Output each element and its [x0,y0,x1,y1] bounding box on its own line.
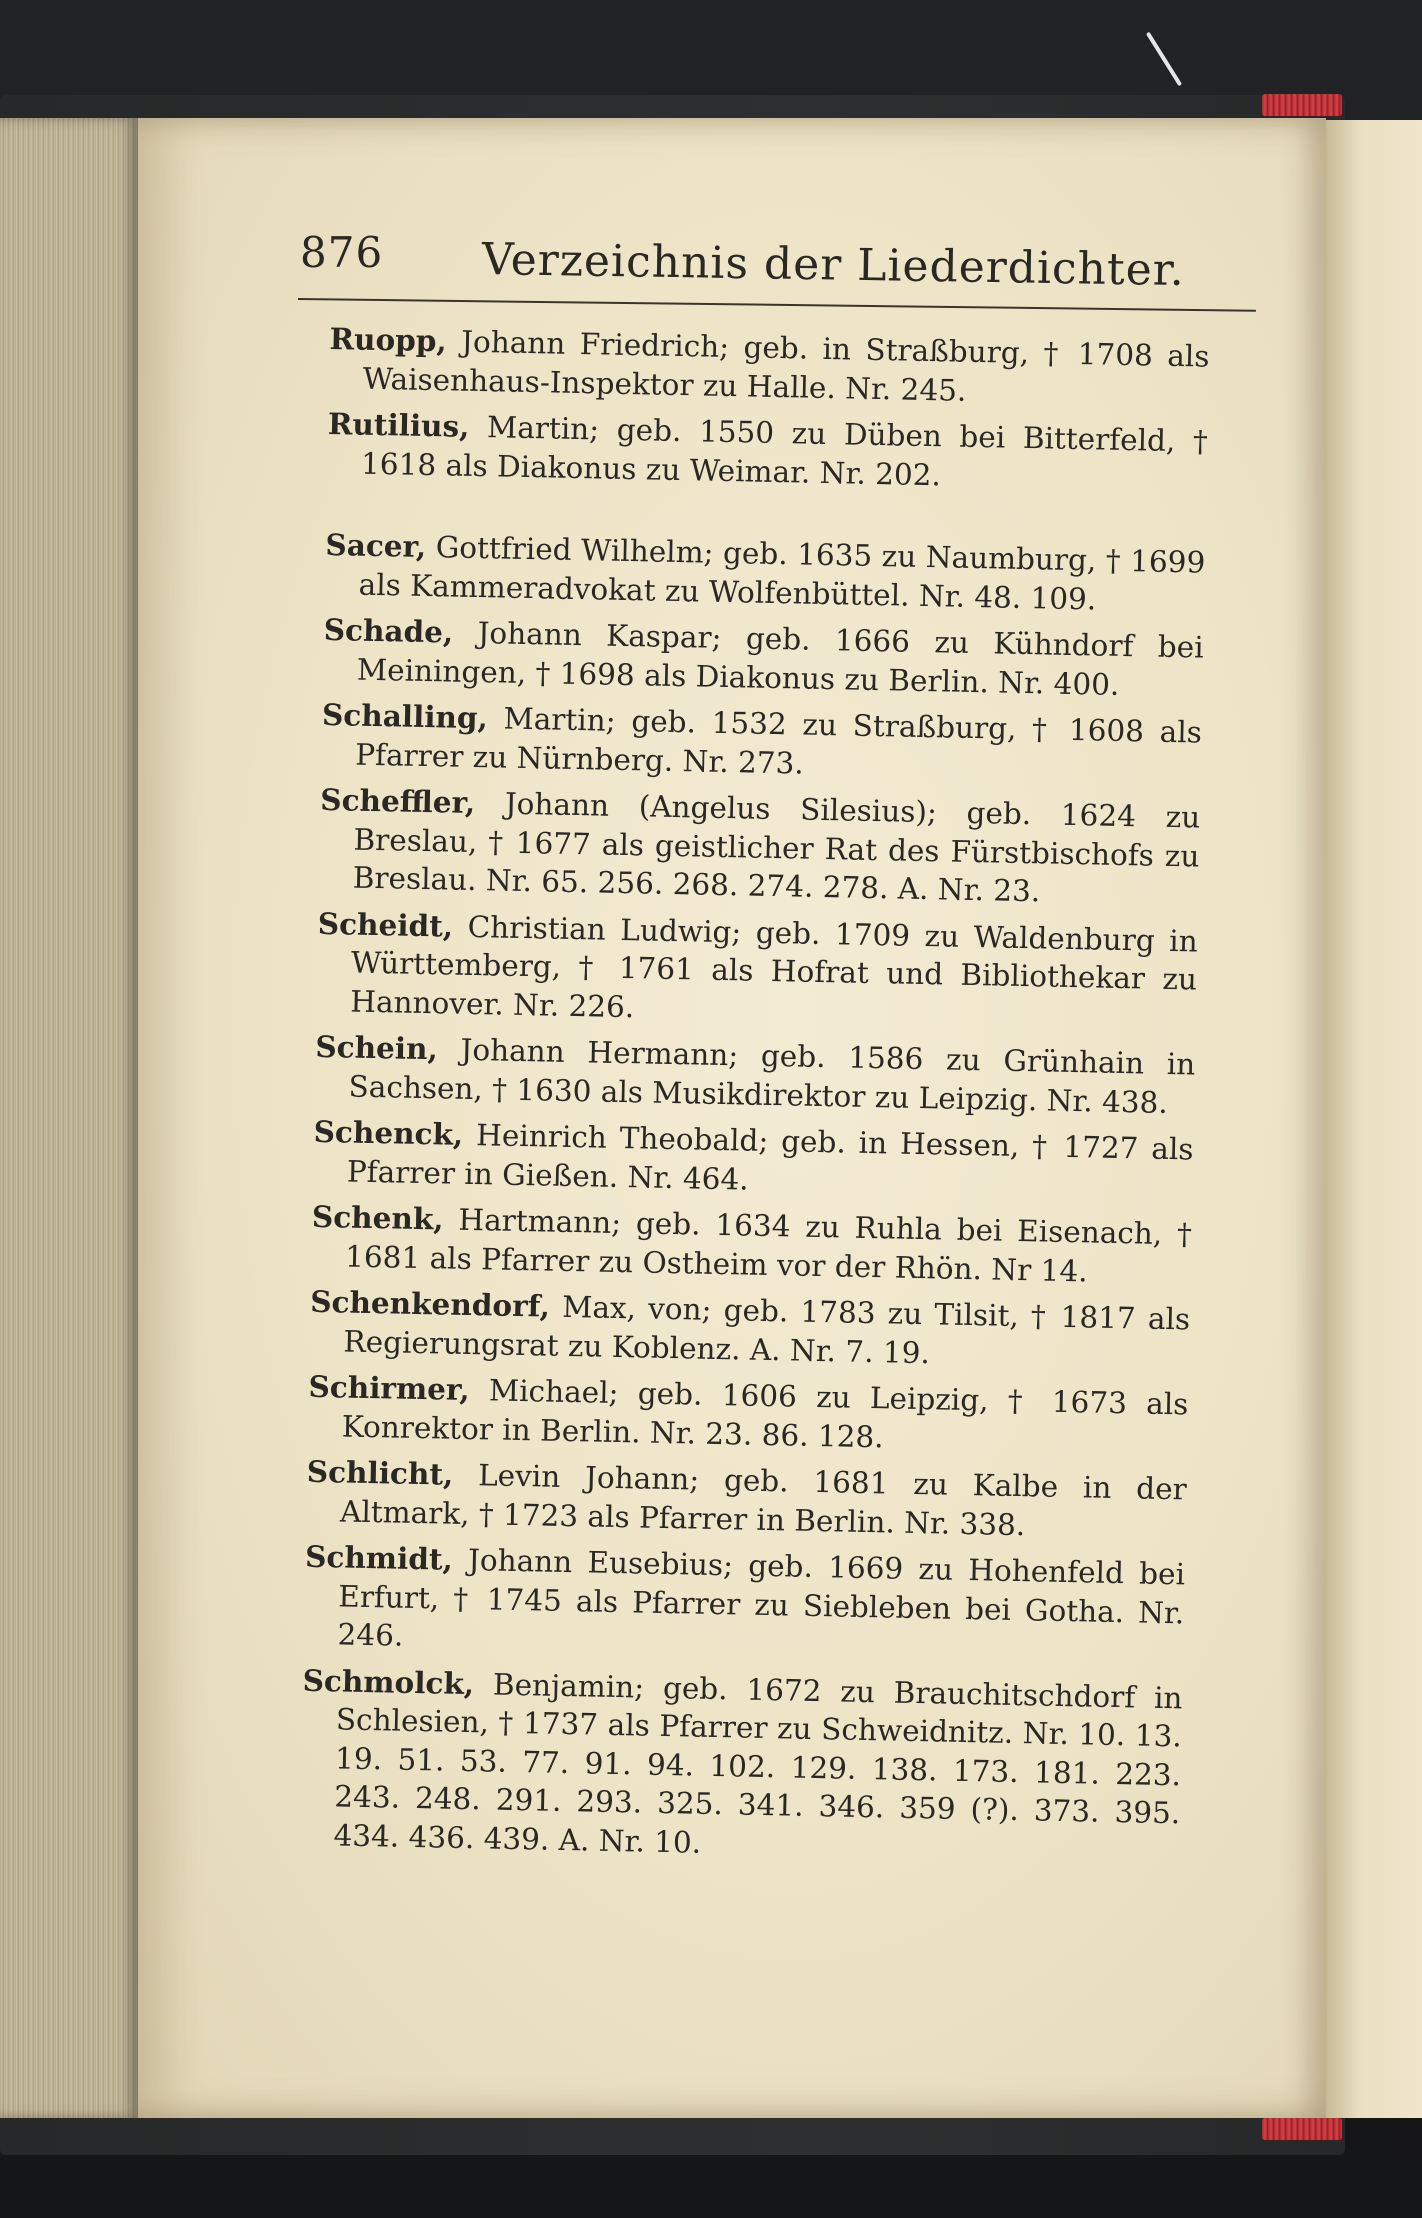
entry-text: Martin; geb. 1550 zu Düben bei Bitterfeld, † 1618 als Diakonus zu Weimar. Nr. 202. [360,410,1209,492]
bookmark-ribbon-bottom [1262,2118,1342,2140]
entry-text: Johann Kaspar; geb. 1666 zu Kühndorf bei Meiningen, † 1698 als Diakonus zu Berlin. Nr. 400. [356,616,1204,702]
entry-text: Benjamin; geb. 1672 zu Brauchitschdorf in Schlesien, † 1737 als Pfarrer zu Schweidnitz. Nr. 10. 13. 19. 51. 53. 77. 91. 94. 102. 129. 138. 173. 181. 223. 243. 248. 291. 293. 325. 341. 346. 359 (?). 373. 395. 434. 436. 439. A. Nr. 10. [333,1667,1183,1860]
index-entry [303,1538,1185,1671]
bookmark-ribbon-top [1262,94,1342,116]
entry-name: Schmidt, [304,1538,454,1577]
entry-text: Johann Eusebius; geb. 1669 zu Hohenfeld bei Erfurt, † 1745 als Pfarrer zu Siebleben bei Gotha. Nr. 246. [337,1543,1186,1653]
entry-text: Gottfried Wilhelm; geb. 1635 zu Naumburg, † 1699 als Kammeradvokat zu Wolfenbüttel. Nr. 48. 109. [358,530,1206,616]
page-number: 876 [300,228,384,277]
entry-name: Schenck, [313,1113,464,1152]
index-entry [309,1283,1190,1378]
index-entry [307,1368,1188,1463]
index-entry [327,405,1208,500]
entry-text: Hartmann; geb. 1634 zu Ruhla bei Eisenach, † 1681 als Pfarrer zu Ostheim vor der Rhön. Nr 14. [344,1202,1193,1288]
entry-name: Schalling, [321,696,489,736]
poet-index-list [299,320,1210,1879]
entry-text: Johann (Angelus Silesius); geb. 1624 zu Breslau, † 1677 als geistlicher Rat des Fürstbischofs zu Breslau. Nr. 65. 256. 268. 274. 278. A. Nr. 23. [352,786,1201,909]
index-entry [314,1028,1195,1123]
running-head: Verzeichnis der Liederdichter. [481,234,1186,297]
entry-name: Scheidt, [317,905,454,944]
entry-text: Christian Ludwig; geb. 1709 zu Waldenburg in Württemberg, † 1761 als Hofrat und Bibliothekar zu Hannover. Nr. 226. [349,909,1199,1024]
entry-text: Levin Johann; geb. 1681 zu Kalbe in der Altmark, † 1723 als Pfarrer in Berlin. Nr. 338. [339,1458,1188,1542]
entry-name: Sacer, [325,526,427,564]
index-entry [311,1198,1192,1293]
entry-name: Rutilius, [327,405,470,444]
entry-name: Schmolck, [302,1662,475,1701]
entry-name: Schlicht, [306,1453,454,1492]
entry-text: Max, von; geb. 1783 zu Tilsit, † 1817 als Regierungsrat zu Koblenz. A. Nr. 7. 19. [343,1289,1191,1370]
entry-text: Martin; geb. 1532 zu Straßburg, † 1608 als Pfarrer zu Nürnberg. Nr. 273. [354,701,1203,781]
entry-text: Johann Friedrich; geb. in Straßburg, † 1708 als Waisenhaus-Inspektor zu Halle. Nr. 245. [362,324,1210,408]
index-entry [323,611,1204,706]
index-entry [306,1453,1187,1548]
entry-name: Schenkendorf, [309,1283,551,1324]
entry-text: Michael; geb. 1606 zu Leipzig, † 1673 als Konrektor in Berlin. Nr. 23. 86. 128. [341,1373,1189,1454]
index-entry [316,904,1198,1037]
index-entry [299,1661,1183,1871]
index-entry [313,1113,1194,1208]
entry-text: Heinrich Theobald; geb. in Hessen, † 1727 als Pfarrer in Gießen. Nr. 464. [346,1118,1194,1197]
entry-name: Schirmer, [308,1368,471,1408]
index-entry [328,320,1209,415]
entry-name: Schade, [323,611,454,650]
entry-name: Schenk, [311,1198,444,1237]
index-entry [321,696,1202,791]
entry-name: Scheffler, [320,781,476,821]
index-entry [324,526,1205,621]
index-entry [318,781,1200,914]
entry-name: Schein, [315,1028,439,1067]
entry-text: Johann Hermann; geb. 1586 zu Grünhain in Sachsen, † 1630 als Musikdirektor zu Leipzig. Nr. 438. [348,1032,1196,1120]
page-block-edges [0,118,138,2118]
entry-name: Ruopp, [329,320,448,359]
facing-page-edge [1326,120,1422,2118]
